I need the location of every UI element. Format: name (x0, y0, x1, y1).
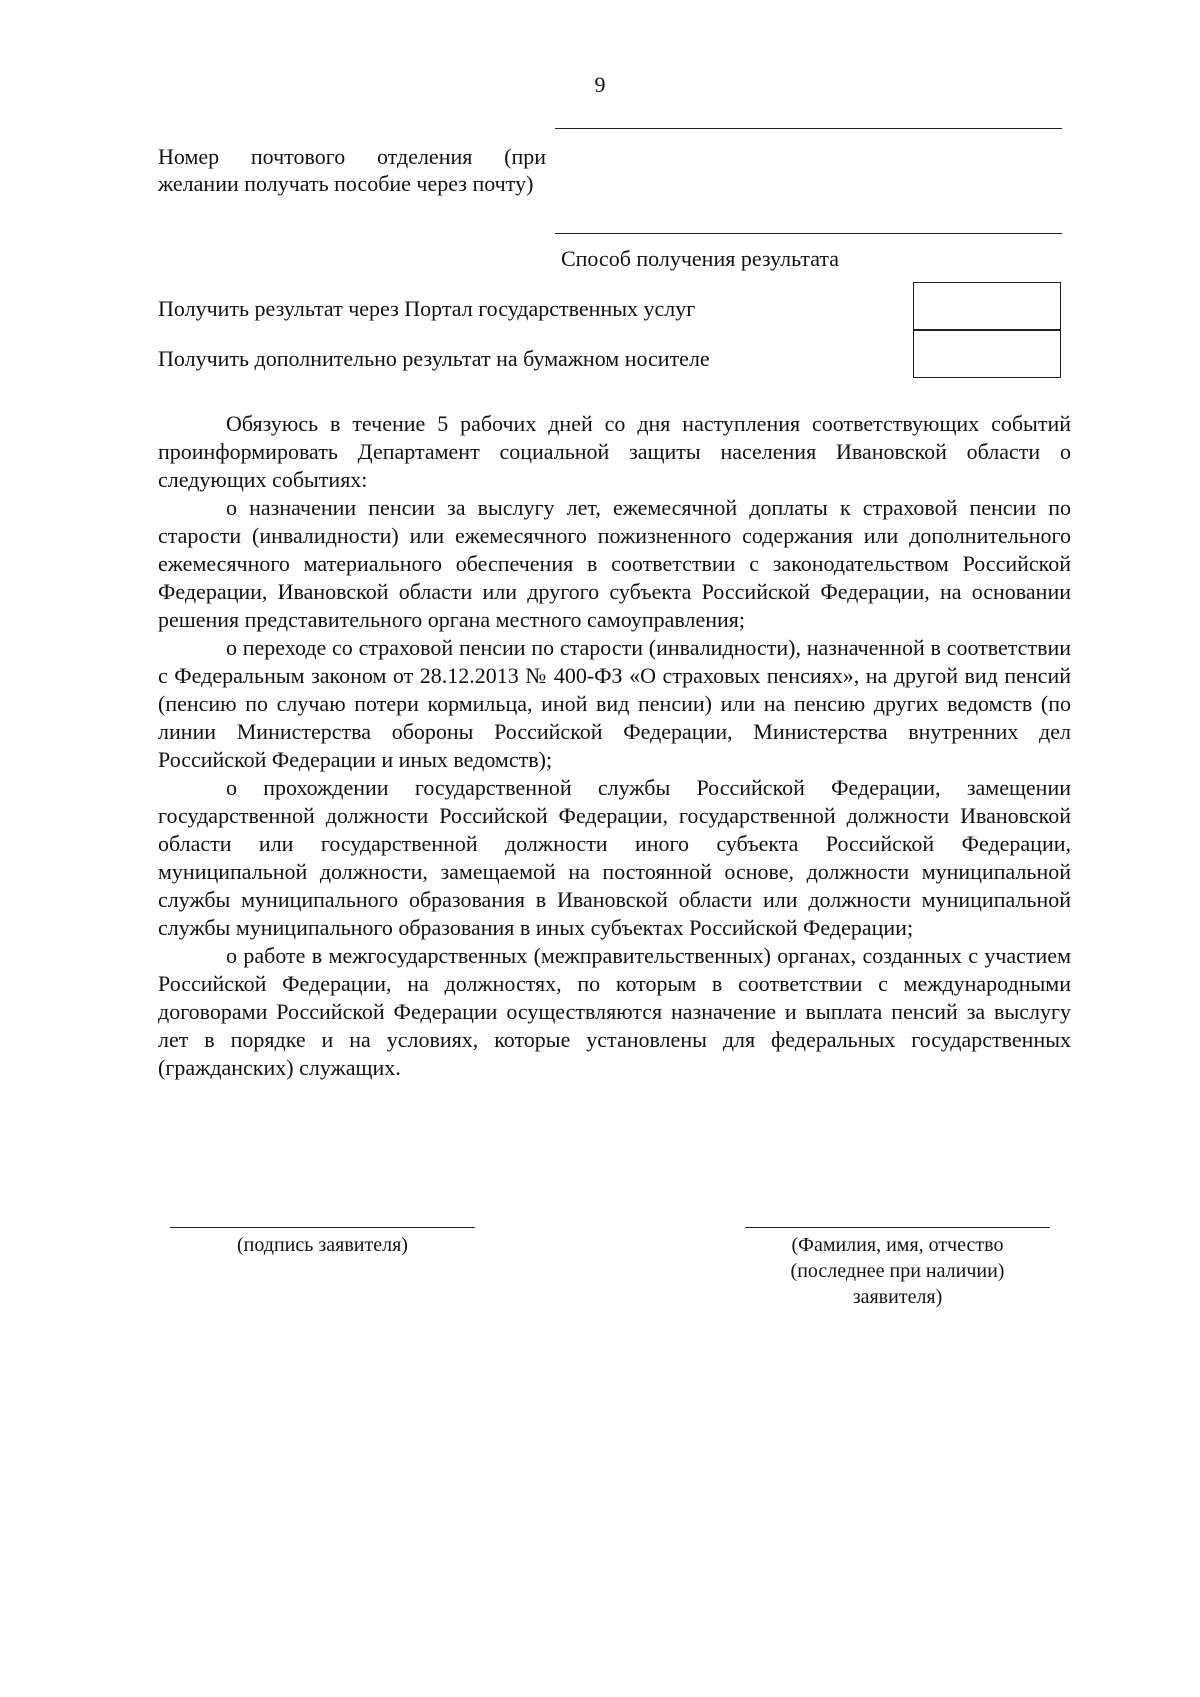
postal-office-label: Номер почтового отделения (при желании получать пособие через почту) (158, 144, 546, 196)
full-name-caption-line-2: (последнее при наличии) (790, 1260, 1005, 1282)
obligation-item-transition: о переходе со страховой пенсии по старости (инвалидности), назначенной в соответствии с Федеральным законом от 28.12.2013 № 400-ФЗ «О страховых пенсиях», на другой вид пенсий (пенсию по случаю потери кормильца, иной вид пенсии) или на пенсию других ведомств (по линии Министерства обороны Российской Федерации, Министерства внутренних дел Российской Федерации и иных ведомств); (158, 635, 1071, 772)
page-number: 9 (594, 72, 606, 97)
obligation-text (158, 410, 1071, 1082)
obligation-intro-paragraph: Обязуюсь в течение 5 рабочих дней со дня наступления соответствующих событий проинформировать Департамент социальной защиты населения Ивановской области о следующих событиях: (158, 411, 1071, 492)
postal-field-top-line (555, 128, 1062, 129)
obligation-item-pension: о назначении пенсии за выслугу лет, ежемесячной доплаты к страховой пенсии по старости (инвалидности) или ежемесячного пожизненного содержания или дополнительного ежемесячного материального обеспечения в соответствии с законодательством Российской Федерации, Ивановской области или другого субъекта Российской Федерации, на основании решения представительного органа местного самоуправления; (158, 495, 1071, 632)
signature-line[interactable] (170, 1227, 475, 1228)
postal-office-input-line[interactable] (555, 233, 1062, 234)
option-paper-checkbox[interactable] (913, 330, 1061, 378)
obligation-item-public-service: о прохождении государственной службы Российской Федерации, замещении государственной должности Российской Федерации, государственной должности Ивановской области или государственной должности иного субъекта Российской Федерации, муниципальной должности, замещаемой на постоянной основе, должности муниципальной службы муниципального образования в Ивановской области или должности муниципальной службы муниципального образования в иных субъектах Российской Федерации; (158, 775, 1071, 940)
option-paper-label: Получить дополнительно результат на бумажном носителе (158, 346, 710, 371)
full-name-caption-line-1: (Фамилия, имя, отчество (791, 1234, 1004, 1256)
signature-caption: (подпись заявителя) (237, 1234, 408, 1256)
full-name-caption-line-3: заявителя) (852, 1286, 943, 1308)
obligation-item-interstate-work: о работе в межгосударственных (межправительственных) органах, созданных с участием Российской Федерации, на должностях, по которым в соответствии с международными договорами Российской Федерации осуществляются назначение и выплата пенсий за выслугу лет в порядке и на условиях, которые установлены для федеральных государственных (гражданских) служащих. (158, 943, 1071, 1080)
result-method-title: Способ получения результата (560, 246, 840, 271)
full-name-caption (745, 1232, 1050, 1310)
full-name-line[interactable] (745, 1227, 1050, 1228)
option-portal-checkbox[interactable] (913, 282, 1061, 330)
option-portal-label: Получить результат через Портал государственных услуг (158, 296, 696, 321)
